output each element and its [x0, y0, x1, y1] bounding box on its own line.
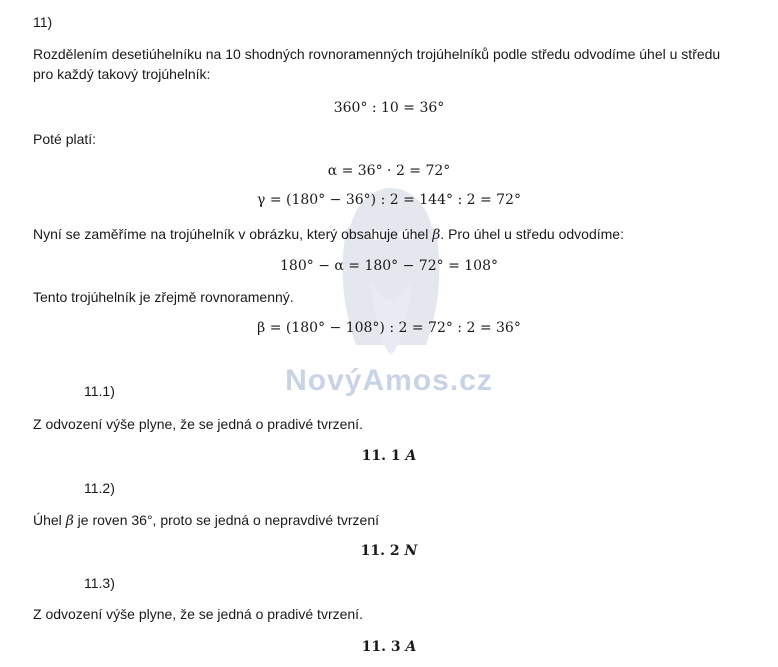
- part-label-11-2: 11.2): [84, 480, 115, 496]
- answer-11-1: [0, 448, 778, 464]
- equation-beta: β = (180° − 108°) : 2 = 72° : 2 = 36°: [257, 320, 521, 336]
- equation-gamma: γ = (180° − 36°) : 2 = 144° : 2 = 72°: [257, 192, 521, 208]
- part-text-11-3: Z odvození výše plyne, že se jedná o pradivé tvrzení.: [33, 606, 363, 622]
- answer-11-3-number: 11. 3: [361, 639, 401, 655]
- answer-11-1-letter: A: [405, 448, 417, 464]
- focus-text-a: Nyní se zaměříme na trojúhelník v obrázku, který obsahuje úhel: [33, 226, 433, 242]
- part-text-11-2-beta: β: [65, 513, 74, 529]
- focus-text: [33, 226, 624, 243]
- answer-11-2: [0, 543, 778, 559]
- intro-line-2: pro každý takový trojúhelník:: [33, 66, 211, 82]
- answer-11-2-letter: N: [404, 543, 418, 559]
- focus-beta: β: [432, 227, 441, 243]
- equation-alpha: α = 36° · 2 = 72°: [327, 163, 451, 179]
- watermark-text: NovýAmos.cz: [285, 364, 493, 397]
- problem-number: 11): [33, 14, 53, 30]
- answer-11-3: [0, 639, 778, 655]
- answer-11-1-number: 11. 1: [361, 448, 401, 464]
- part-label-11-3: 11.3): [84, 575, 115, 591]
- part-text-11-2-b: je roven 36°, proto se jedná o nepravdivé tvrzení: [73, 512, 380, 528]
- answer-11-2-number: 11. 2: [360, 543, 400, 559]
- answer-11-3-letter: A: [405, 639, 417, 655]
- intro-line-1: Rozdělením desetiúhelníku na 10 shodných rovnoramenných trojúhelníků podle středu odvodíme úhel u středu: [33, 46, 721, 62]
- equation-center-angle-2: 180° − α = 180° − 72° = 108°: [280, 258, 498, 274]
- then-text: Poté platí:: [33, 131, 97, 147]
- focus-text-b: . Pro úhel u středu odvodíme:: [440, 226, 624, 242]
- equation-center-angle: 360° : 10 = 36°: [333, 100, 445, 116]
- part-label-11-1: 11.1): [84, 383, 115, 399]
- part-text-11-1: Z odvození výše plyne, že se jedná o pradivé tvrzení.: [33, 416, 363, 432]
- part-text-11-2-a: Úhel: [33, 512, 66, 528]
- isosceles-text: Tento trojúhelník je zřejmě rovnoramenný.: [33, 289, 294, 305]
- part-text-11-2: [33, 512, 379, 529]
